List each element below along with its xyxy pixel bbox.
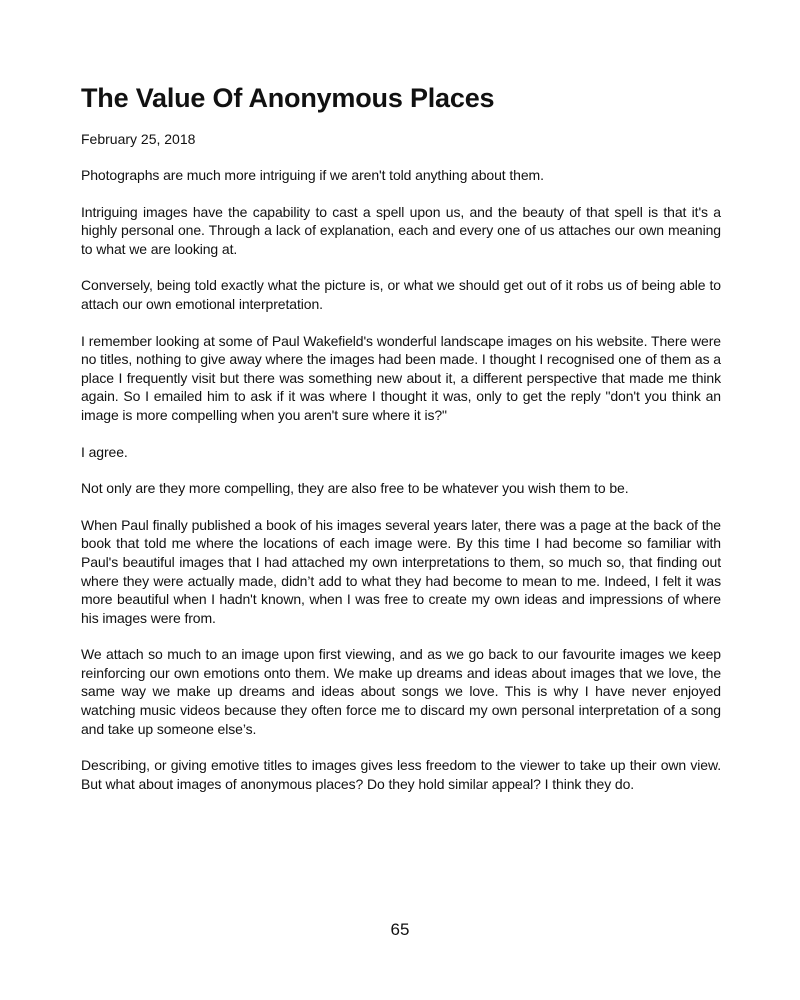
paragraph: Conversely, being told exactly what the picture is, or what we should get out of it robs us of being able to attach our own emotional interpretation.	[81, 277, 721, 312]
article	[81, 78, 721, 811]
page-number: 65	[390, 920, 410, 939]
article-date: February 25, 2018	[81, 131, 196, 147]
paragraph: Not only are they more compelling, they are also free to be whatever you wish them to be.	[81, 480, 629, 497]
paragraph: We attach so much to an image upon first viewing, and as we go back to our favourite images we keep reinforcing our own emotions onto them. We make up dreams and ideas about images that we love, the same way we make up dreams and ideas about songs we love. This is why I have never enjoyed watching music videos because they often force me to discard my own personal interpretation of a song and take up someone else’s.	[81, 646, 721, 737]
page-title: The Value Of Anonymous Places	[81, 83, 495, 113]
paragraph: I remember looking at some of Paul Wakefield's wonderful landscape images on his website. There were no titles, nothing to give away where the images had been made. I thought I recognised one of them as a place I frequently visit but there was something new about it, a different perspective that made me think again. So I emailed him to ask if it was where I thought it was, only to get the reply "don't you think an image is more compelling when you aren't sure where it is?"	[81, 332, 721, 423]
paragraph: Photographs are much more intriguing if we aren't told anything about them.	[81, 167, 544, 183]
paragraph: I agree.	[81, 443, 128, 460]
paragraph: Describing, or giving emotive titles to images gives less freedom to the viewer to take up their own view. But what about images of anonymous places? Do they hold similar appeal? I think they do.	[81, 757, 721, 792]
paragraph: When Paul finally published a book of his images several years later, there was a page at the back of the book that told me where the locations of each image were. By this time I had become so familiar with Paul's beautiful images that I had attached my own interpretations to them, so much so, that finding out where they were actually made, didn’t add to what they had become to mean to me. Indeed, I felt it was more beautiful when I hadn't known, when I was free to create my own ideas and impressions of where his images were from.	[81, 516, 721, 626]
article-body	[81, 166, 721, 793]
paragraph: Intriguing images have the capability to cast a spell upon us, and the beauty of that spell is that it's a highly personal one. Through a lack of explanation, each and every one of us attaches our own meaning to what we are looking at.	[81, 203, 721, 257]
